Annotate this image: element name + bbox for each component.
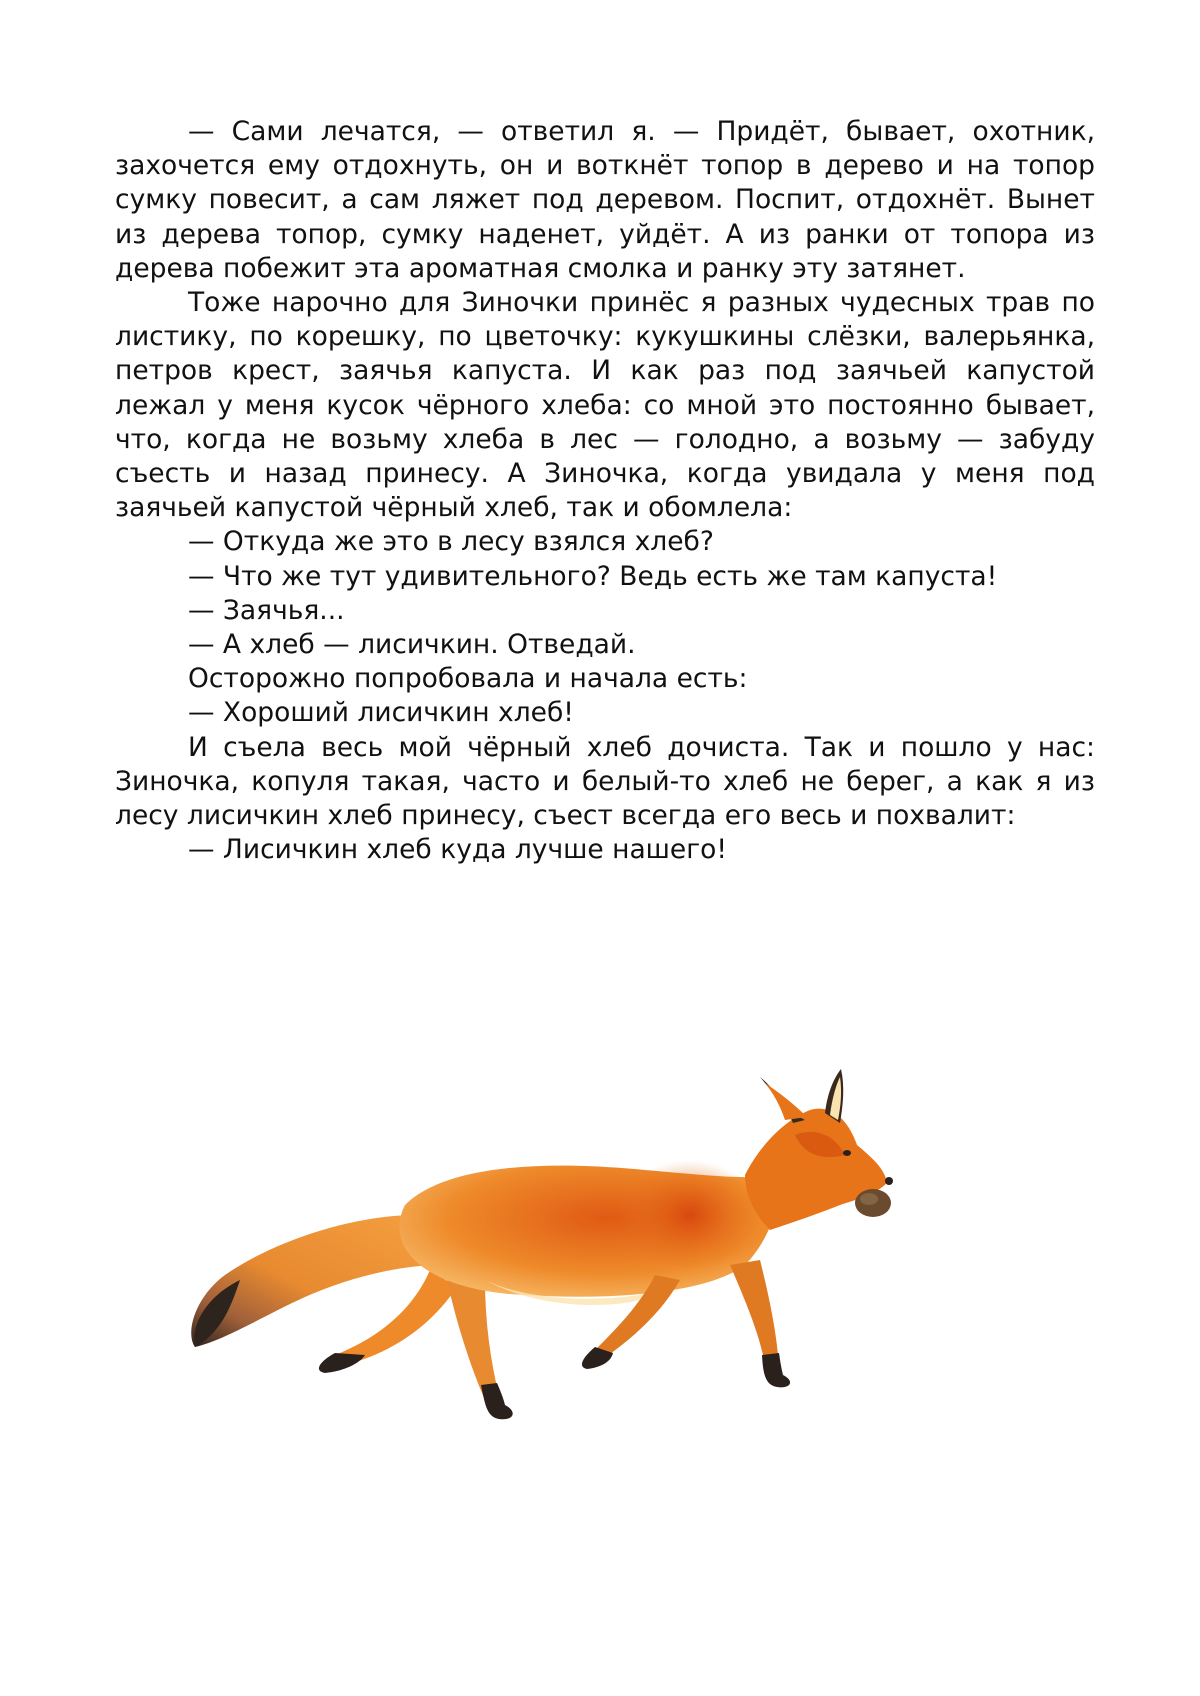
story-text <box>115 115 1095 867</box>
fox-carrying-bread-icon <box>185 1065 965 1485</box>
paragraph: И съела весь мой чёрный хлеб дочиста. Так и пошло у нас: Зиночка, копуля такая, часто и белый-то хлеб не берег, а как я из лесу лисичкин хлеб принесу, съест всегда его весь и похвалит: <box>115 731 1095 832</box>
paragraph: Тоже нарочно для Зиночки принёс я разных чудесных трав по листику, по корешку, по цветочку: кукушкины слёзки, валерьянка, петров крест, заячья капуста. И как раз под заячьей капустой лежал у меня кусок чёрного хлеба: со мной это постоянно бывает, что, когда не возьму хлеба в лес — голодно, а возьму — забуду съесть и назад принесу. А Зиночка, когда увидала у меня под заячьей капустой чёрный хлеб, так и обомлела: <box>115 287 1095 524</box>
dialogue-line: — Откуда же это в лесу взялся хлеб? <box>188 526 714 558</box>
fox-illustration <box>185 1065 965 1485</box>
dialogue-line: — Заячья... <box>188 594 345 626</box>
fox-hind-leg <box>328 1270 457 1367</box>
paragraph: Осторожно попробовала и начала есть: <box>188 663 748 695</box>
paragraph: — Сами лечатся, — ответил я. — Придёт, бывает, охотник, захочется ему отдохнуть, он и воткнёт топор в дерево и на топор сумку повесит, а сам ляжет под деревом. Поспит, отдохнёт. Вынет из дерева топор, сумку наденет, уйдёт. А из ранки от топора из дерева побежит эта ароматная смолка и ранку эту затянет. <box>115 116 1095 284</box>
dialogue-line: — Лисичкин хлеб куда лучше нашего! <box>188 834 727 866</box>
dialogue-line: — Что же тут удивительного? Ведь есть же там капуста! <box>188 560 998 592</box>
dialogue-line: — Хороший лисичкин хлеб! <box>188 697 574 729</box>
dialogue-line: — А хлеб — лисичкин. Отведай. <box>188 629 636 661</box>
